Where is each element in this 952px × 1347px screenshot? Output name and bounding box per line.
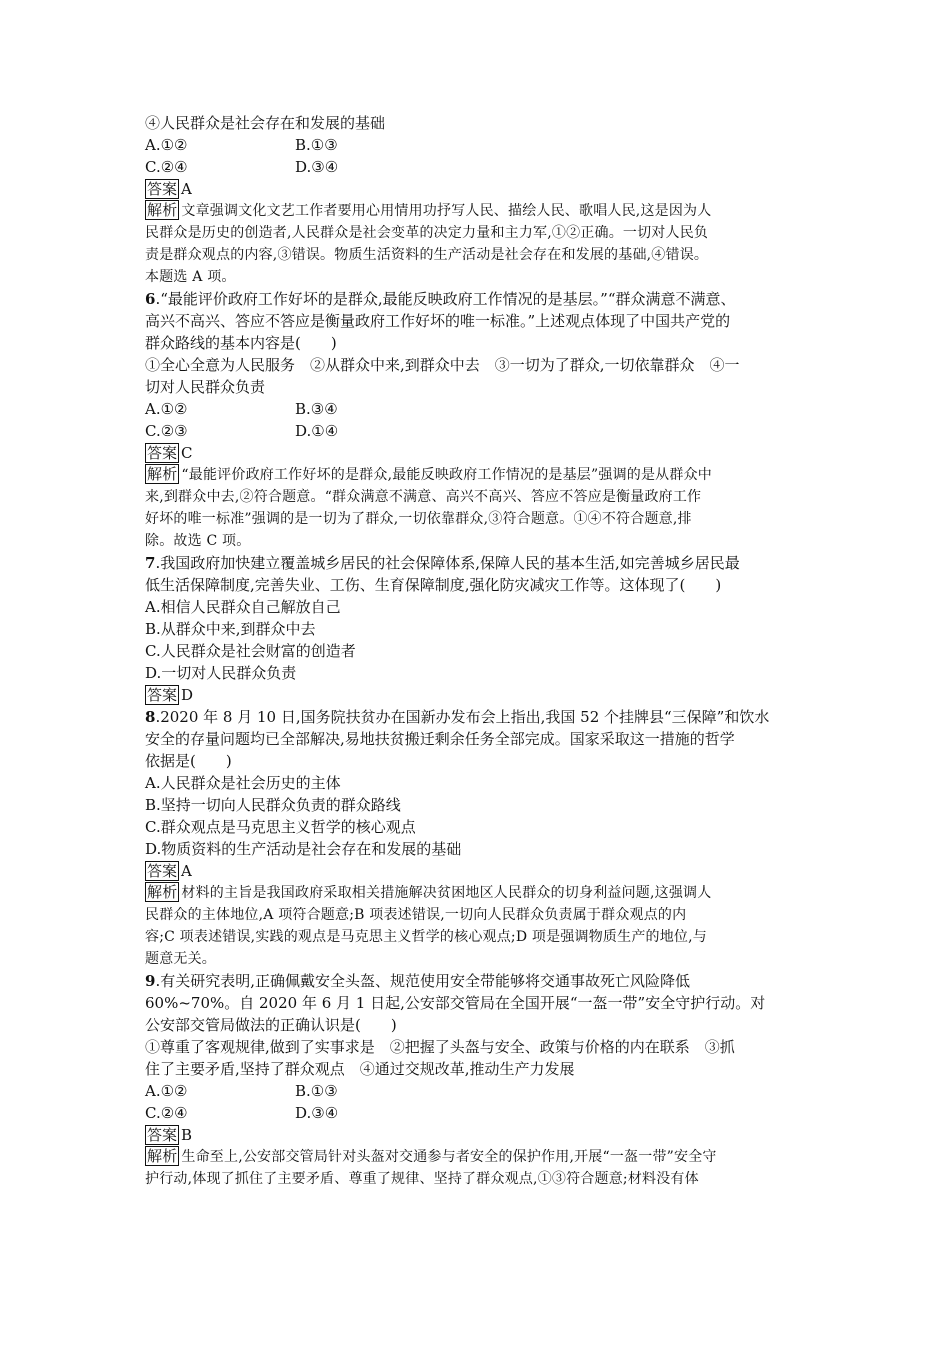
explain-line: “最能评价政府工作好坏的是群众,最能反映政府工作情况的是基层”强调的是从群众中 (181, 467, 712, 483)
question-number: 6 (145, 290, 156, 308)
q7-stem: 7.我国政府加快建立覆盖城乡居民的社会保障体系,保障人民的基本生活,如完善城乡居民最 (145, 554, 740, 572)
answer-tag: 答案 (147, 862, 178, 880)
answer-value: B (181, 1126, 193, 1144)
q8-answer (145, 860, 810, 882)
q7-option-d: D.一切对人民群众负责 (145, 664, 297, 682)
q5-answer (145, 178, 810, 200)
q9-option-a: A.①② (145, 1082, 188, 1100)
q9-option-d: D.③④ (295, 1104, 339, 1122)
q8-option-c: C.群众观点是马克思主义哲学的核心观点 (145, 818, 416, 836)
explain-line: 民群众的主体地位,A 项符合题意;B 项表述错误,一切向人民群众负责属于群众观点的内 (145, 907, 687, 923)
q9-explanation (145, 1146, 810, 1190)
q8-stem-line: 依据是( ) (145, 752, 232, 770)
explain-line: 文章强调文化文艺工作者要用心用情用功抒写人民、描绘人民、歌唱人民,这是因为人 (181, 203, 712, 219)
explain-line: 除。故选 C 项。 (145, 533, 251, 549)
q8-explanation (145, 882, 810, 970)
answer-value: D (181, 686, 194, 704)
q6-option-d: D.①④ (295, 422, 339, 440)
q9-stem-line: 60%~70%。自 2020 年 6 月 1 日起,公安部交管局在全国开展“一盔一带”安全守护行动。对 (145, 994, 766, 1012)
explain-line: 本题选 A 项。 (145, 269, 236, 285)
q6-options-row-2 (145, 420, 810, 442)
q5-statement-4: ④人民群众是社会存在和发展的基础 (145, 114, 386, 132)
explain-line: 护行动,体现了抓住了主要矛盾、尊重了规律、坚持了群众观点,①③符合题意;材料没有体 (145, 1171, 699, 1187)
answer-value: A (181, 180, 192, 198)
q9-option-b: B.①③ (295, 1082, 338, 1100)
q5-option-a: A.①② (145, 136, 188, 154)
q5-option-b: B.①③ (295, 136, 338, 154)
answer-tag: 答案 (147, 444, 178, 462)
q8-option-b: B.坚持一切向人民群众负责的群众路线 (145, 796, 401, 814)
question-number: 9 (145, 972, 156, 990)
q6-statements: 切对人民群众负责 (145, 378, 266, 396)
answer-value: A (181, 862, 192, 880)
explain-line: 来,到群众中去,②符合题意。“群众满意不满意、高兴不高兴、答应不答应是衡量政府工作 (145, 489, 702, 505)
explain-line: 材料的主旨是我国政府采取相关措施解决贫困地区人民群众的切身利益问题,这强调人 (181, 885, 712, 901)
q9-statements: 住了主要矛盾,坚持了群众观点 ④通过交规改革,推动生产力发展 (145, 1060, 575, 1078)
q6-options-row-1 (145, 398, 810, 420)
document-page (145, 112, 810, 1190)
explain-line: 生命至上,公安部交管局针对头盔对交通参与者安全的保护作用,开展“一盔一带”安全守 (181, 1149, 717, 1165)
q7-stem-line: 低生活保障制度,完善失业、工伤、生育保障制度,强化防灾减灾工作等。这体现了( ) (145, 576, 722, 594)
question-number: 8 (145, 708, 156, 726)
q6-stem-line: 高兴不高兴、答应不答应是衡量政府工作好坏的唯一标准。”上述观点体现了中国共产党的 (145, 312, 731, 330)
explain-tag: 解析 (147, 465, 178, 483)
q9-answer (145, 1124, 810, 1146)
answer-tag: 答案 (147, 1126, 178, 1144)
explain-tag: 解析 (147, 883, 178, 901)
q8-stem: 8.2020 年 8 月 10 日,国务院扶贫办在国新办发布会上指出,我国 52 个挂牌县“三保障”和饮水 (145, 708, 770, 726)
q9-options-row-2 (145, 1102, 810, 1124)
q7-answer (145, 684, 810, 706)
answer-tag: 答案 (147, 686, 178, 704)
q6-stem: 6.“最能评价政府工作好坏的是群众,最能反映政府工作情况的是基层。”“群众满意不满意、 (145, 290, 736, 308)
explain-line: 好坏的唯一标准”强调的是一切为了群众,一切依靠群众,③符合题意。①④不符合题意,排 (145, 511, 692, 527)
explain-line: 容;C 项表述错误,实践的观点是马克思主义哲学的核心观点;D 项是强调物质生产的地位,与 (145, 929, 707, 945)
explain-line: 题意无关。 (145, 951, 216, 967)
q5-options-row-1 (145, 134, 810, 156)
answer-value: C (181, 444, 193, 462)
q9-option-c: C.②④ (145, 1104, 188, 1122)
answer-tag: 答案 (147, 180, 178, 198)
q8-option-a: A.人民群众是社会历史的主体 (145, 774, 341, 792)
q8-stem-line: 安全的存量问题均已全部解决,易地扶贫搬迁剩余任务全部完成。国家采取这一措施的哲学 (145, 730, 735, 748)
q6-answer (145, 442, 810, 464)
q6-statements: ①全心全意为人民服务 ②从群众中来,到群众中去 ③一切为了群众,一切依靠群众 ④一 (145, 356, 740, 374)
q9-stem: 9.有关研究表明,正确佩戴安全头盔、规范使用安全带能够将交通事故死亡风险降低 (145, 972, 690, 990)
q7-option-c: C.人民群众是社会财富的创造者 (145, 642, 356, 660)
q5-option-d: D.③④ (295, 158, 339, 176)
explain-tag: 解析 (147, 1147, 178, 1165)
q5-explanation (145, 200, 810, 288)
explain-line: 责是群众观点的内容,③错误。物质生活资料的生产活动是社会存在和发展的基础,④错误。 (145, 247, 709, 263)
q7-option-b: B.从群众中来,到群众中去 (145, 620, 316, 638)
q7-option-a: A.相信人民群众自己解放自己 (145, 598, 341, 616)
q6-option-a: A.①② (145, 400, 188, 418)
q9-statements: ①尊重了客观规律,做到了实事求是 ②把握了头盔与安全、政策与价格的内在联系 ③抓 (145, 1038, 735, 1056)
question-number: 7 (145, 554, 156, 572)
explain-tag: 解析 (147, 201, 178, 219)
explain-line: 民群众是历史的创造者,人民群众是社会变革的决定力量和主力军,①②正确。一切对人民负 (145, 225, 709, 241)
q6-stem-line: 群众路线的基本内容是( ) (145, 334, 337, 352)
q5-option-c: C.②④ (145, 158, 188, 176)
q9-stem-line: 公安部交管局做法的正确认识是( ) (145, 1016, 397, 1034)
q6-option-b: B.③④ (295, 400, 338, 418)
q6-option-c: C.②③ (145, 422, 188, 440)
q5-options-row-2 (145, 156, 810, 178)
q8-option-d: D.物质资料的生产活动是社会存在和发展的基础 (145, 840, 462, 858)
q6-explanation (145, 464, 810, 552)
q9-options-row-1 (145, 1080, 810, 1102)
